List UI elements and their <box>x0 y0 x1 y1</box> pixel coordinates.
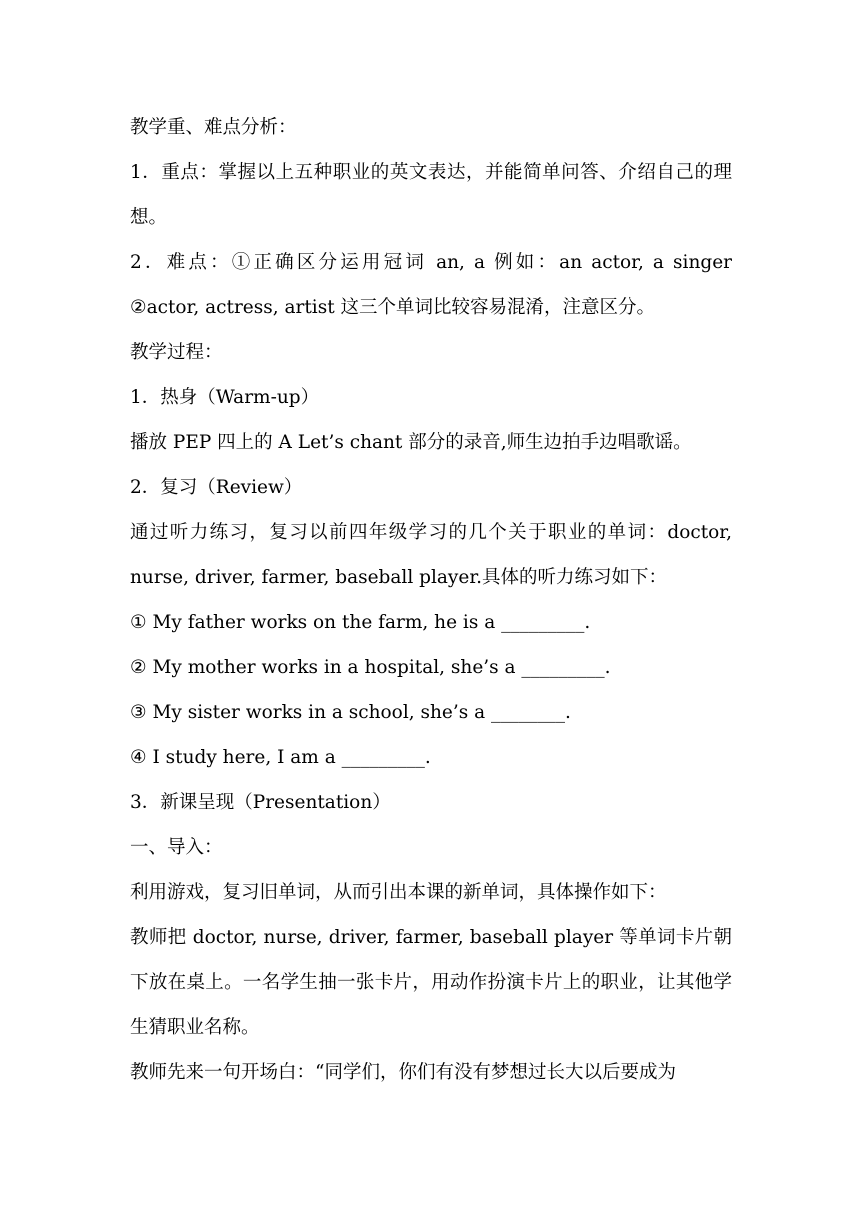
exercise-item: ① My father works on the farm, he is a _________. <box>130 612 591 633</box>
step-presentation-heading: 3．新课呈现（Presentation） <box>130 792 391 813</box>
opening-paragraph: 教师先来一句开场白：“同学们，你们有没有梦想过长大以后要成为 <box>130 1062 676 1083</box>
game-paragraph: 教师把 doctor, nurse, driver, farmer, baseball player 等单词卡片朝下放在桌上。一名学生抽一张卡片，用动作扮演卡片上的职业，让其他学生猜职业名称。 <box>130 927 732 1038</box>
warmup-paragraph: 播放 PEP 四上的 A Let’s chant 部分的录音,师生边拍手边唱歌谣。 <box>130 432 692 453</box>
exercise-item: ③ My sister works in a school, she’s a ________. <box>130 702 571 723</box>
section-heading-key-points: 教学重、难点分析： <box>130 117 297 138</box>
review-paragraph: 通过听力练习，复习以前四年级学习的几个关于职业的单词：doctor, nurse, driver, farmer, baseball player.具体的听力练习如下： <box>130 522 732 588</box>
section-heading-process: 教学过程： <box>130 342 223 363</box>
difficulty-paragraph: 2．难点：①正确区分运用冠词 an, a 例如：an actor, a singer ②actor, actress, artist 这三个单词比较容易混淆，注意区分。 <box>130 252 732 318</box>
document-body <box>130 105 732 1095</box>
exercise-item: ② My mother works in a hospital, she’s a _________. <box>130 657 611 678</box>
step-warmup-heading: 1．热身（Warm-up） <box>130 387 320 408</box>
step-review-heading: 2．复习（Review） <box>130 477 303 498</box>
intro-paragraph: 利用游戏，复习旧单词，从而引出本课的新单词，具体操作如下： <box>130 882 667 903</box>
exercise-item: ④ I study here, I am a _________. <box>130 747 431 768</box>
intro-heading: 一、导入： <box>130 837 223 858</box>
key-point-paragraph: 1．重点：掌握以上五种职业的英文表达，并能简单问答、介绍自己的理想。 <box>130 162 732 228</box>
